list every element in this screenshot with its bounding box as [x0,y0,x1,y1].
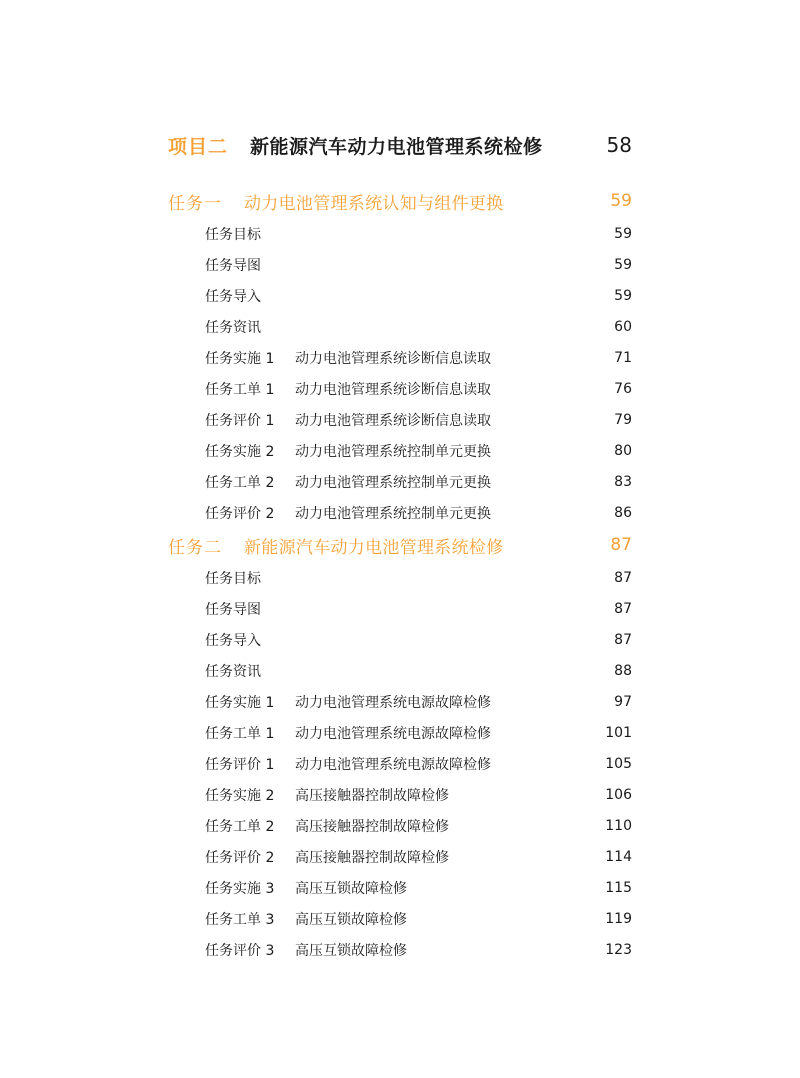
toc-entry[interactable] [205,814,632,838]
entry-page-number: 115 [605,880,632,896]
entry-page-number: 101 [605,725,632,741]
entry-page-number: 76 [614,381,632,397]
entry-label: 任务评价 3 [205,943,275,959]
entry-label: 任务资讯 [205,320,261,336]
toc-entry[interactable] [205,721,632,745]
entry-page-number: 59 [614,226,632,242]
toc-entry[interactable] [205,783,632,807]
toc-entry[interactable] [205,501,632,525]
entry-label: 任务工单 1 [205,382,275,398]
task-page-number: 59 [610,191,632,211]
entry-subtitle: 高压互锁故障检修 [295,881,407,897]
entry-subtitle: 动力电池管理系统控制单元更换 [295,506,491,522]
task-heading[interactable] [168,188,632,214]
entry-label: 任务评价 1 [205,757,275,773]
project-heading[interactable] [168,130,632,160]
task-heading[interactable] [168,532,632,558]
entry-page-number: 106 [605,787,632,803]
entry-page-number: 110 [605,818,632,834]
entry-label: 任务导图 [205,602,261,618]
entry-page-number: 59 [614,288,632,304]
entry-subtitle: 动力电池管理系统电源故障检修 [295,695,491,711]
entry-page-number: 86 [614,505,632,521]
toc-entry[interactable] [205,690,632,714]
toc-entry[interactable] [205,439,632,463]
entry-subtitle: 高压互锁故障检修 [295,912,407,928]
entry-label: 任务评价 2 [205,850,275,866]
toc-entry[interactable] [205,876,632,900]
entry-page-number: 87 [614,570,632,586]
toc-entry[interactable] [205,408,632,432]
entry-page-number: 123 [605,942,632,958]
toc-entry[interactable] [205,938,632,962]
entry-page-number: 88 [614,663,632,679]
toc-entry[interactable] [205,752,632,776]
entry-label: 任务工单 1 [205,726,275,742]
toc-entry[interactable] [205,346,632,370]
entry-page-number: 59 [614,257,632,273]
toc-entry[interactable] [205,377,632,401]
entry-subtitle: 动力电池管理系统控制单元更换 [295,444,491,460]
entry-label: 任务目标 [205,571,261,587]
toc-entry[interactable] [205,845,632,869]
entry-subtitle: 动力电池管理系统电源故障检修 [295,726,491,742]
entry-label: 任务评价 1 [205,413,275,429]
toc-entry[interactable] [205,566,632,590]
entry-label: 任务实施 2 [205,444,275,460]
entry-label: 任务导图 [205,258,261,274]
entry-label: 任务导入 [205,633,261,649]
task-page-number: 87 [610,535,632,555]
entry-page-number: 119 [605,911,632,927]
entry-label: 任务实施 1 [205,351,275,367]
entry-subtitle: 高压接触器控制故障检修 [295,788,449,804]
entry-subtitle: 动力电池管理系统诊断信息读取 [295,351,491,367]
toc-entry[interactable] [205,470,632,494]
task-number: 任务一 [168,193,222,214]
entry-subtitle: 高压接触器控制故障检修 [295,819,449,835]
entry-subtitle: 高压互锁故障检修 [295,943,407,959]
toc-entry[interactable] [205,284,632,308]
toc-entry[interactable] [205,253,632,277]
entry-page-number: 97 [614,694,632,710]
entry-page-number: 114 [605,849,632,865]
project-number: 项目二 [168,135,229,158]
toc-entry[interactable] [205,907,632,931]
entry-label: 任务资讯 [205,664,261,680]
entry-page-number: 87 [614,601,632,617]
entry-page-number: 80 [614,443,632,459]
entry-subtitle: 动力电池管理系统诊断信息读取 [295,413,491,429]
entry-label: 任务实施 3 [205,881,275,897]
entry-subtitle: 高压接触器控制故障检修 [295,850,449,866]
entry-subtitle: 动力电池管理系统诊断信息读取 [295,382,491,398]
task-number: 任务二 [168,537,222,558]
toc-entry[interactable] [205,222,632,246]
entry-label: 任务工单 3 [205,912,275,928]
entry-label: 任务导入 [205,289,261,305]
project-page-number: 58 [606,133,632,157]
entry-label: 任务实施 2 [205,788,275,804]
task-title: 新能源汽车动力电池管理系统检修 [244,537,504,558]
entry-page-number: 71 [614,350,632,366]
entry-page-number: 83 [614,474,632,490]
task-title: 动力电池管理系统认知与组件更换 [244,193,504,214]
entry-page-number: 60 [614,319,632,335]
entry-page-number: 105 [605,756,632,772]
entry-page-number: 79 [614,412,632,428]
toc-entry[interactable] [205,659,632,683]
entry-subtitle: 动力电池管理系统电源故障检修 [295,757,491,773]
toc-entry[interactable] [205,597,632,621]
entry-label: 任务工单 2 [205,475,275,491]
entry-page-number: 87 [614,632,632,648]
entry-subtitle: 动力电池管理系统控制单元更换 [295,475,491,491]
project-title: 新能源汽车动力电池管理系统检修 [250,135,543,158]
entry-label: 任务工单 2 [205,819,275,835]
entry-label: 任务目标 [205,227,261,243]
entry-label: 任务实施 1 [205,695,275,711]
entry-label: 任务评价 2 [205,506,275,522]
toc-entry[interactable] [205,628,632,652]
toc-entry[interactable] [205,315,632,339]
